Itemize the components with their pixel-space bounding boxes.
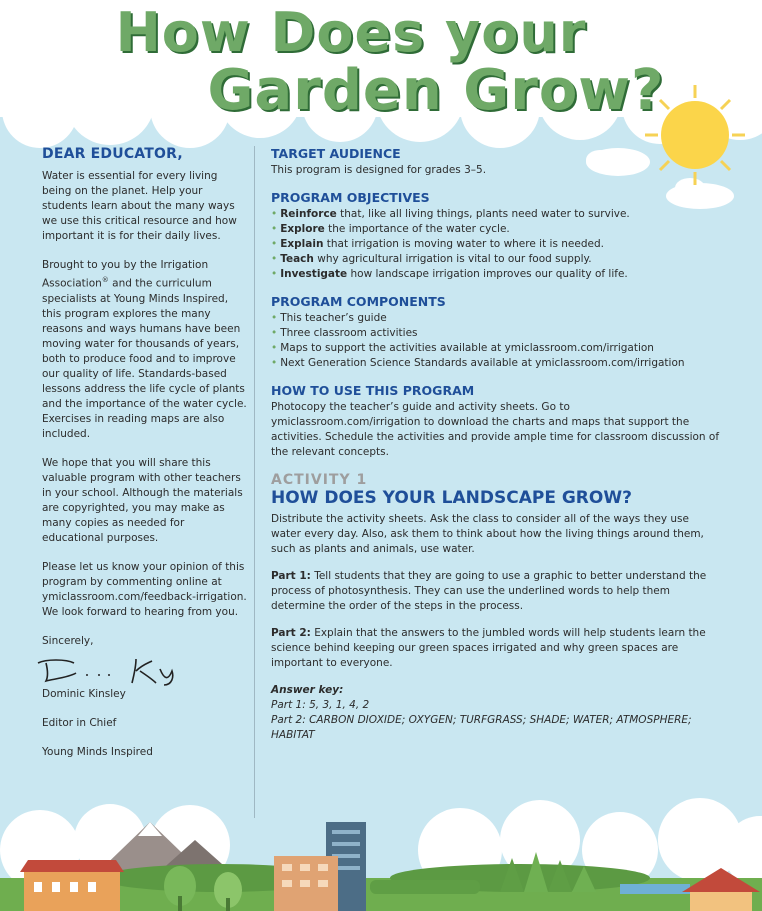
objectives-heading: PROGRAM OBJECTIVES — [271, 190, 430, 205]
objective-keyword: Investigate — [280, 268, 348, 280]
letter-paragraph-1: Water is essential for every living being on the planet. Help your students learn about the many ways we use this critical resource and how important it is for their daily lives. — [42, 170, 237, 242]
title-line-2: Garden Grow? — [207, 58, 665, 123]
registered-mark: ® — [101, 276, 109, 284]
page-title — [0, 1, 762, 123]
list-item — [271, 237, 721, 252]
letter-paragraph-4: Please let us know your opinion of this program by commenting online at ymiclassroom.com/feedback-irrigation. We look forward to hearing from you. — [42, 560, 247, 618]
how-to-heading: HOW TO USE THIS PROGRAM — [271, 383, 475, 398]
list-item — [271, 207, 721, 222]
objective-keyword: Reinforce — [280, 208, 337, 220]
letter-paragraph-2 — [42, 258, 247, 442]
house-left — [20, 860, 124, 911]
part-1-label: Part 1: — [271, 570, 311, 582]
signer-name: Dominic Kinsley — [42, 687, 126, 700]
signer-organization: Young Minds Inspired — [42, 745, 153, 758]
answer-key-heading: Answer key: — [271, 684, 344, 696]
objective-text: why agricultural irrigation is vital to our food supply. — [313, 253, 592, 265]
program-details — [271, 146, 721, 743]
list-item: • This teacher’s guide — [271, 311, 721, 326]
list-item — [271, 222, 721, 237]
letter-paragraph-3: We hope that you will share this valuable program with other teachers in your school. Although the materials are copyrighted, you may make as many copies as needed for educational purposes. — [42, 456, 243, 544]
list-item — [271, 267, 721, 282]
part-2-text: Explain that the answers to the jumbled words will help students learn the science behind keeping our green spaces irrigated and why green spaces are important to everyone. — [271, 627, 706, 669]
educator-letter — [42, 146, 247, 774]
list-item: • Three classroom activities — [271, 326, 721, 341]
part-2-label: Part 2: — [271, 627, 311, 639]
activity-title: HOW DOES YOUR LANDSCAPE GROW? — [271, 488, 632, 508]
activity-number: ACTIVITY 1 — [271, 472, 368, 488]
how-to-text: Photocopy the teacher’s guide and activity sheets. Go to ymiclassroom.com/irrigation to download the charts and maps that support the activities. Schedule the activities and provide ample time for classroom discussion of the relevant concepts. — [271, 401, 720, 458]
objective-text: how landscape irrigation improves our quality of life. — [347, 268, 628, 280]
column-divider — [254, 146, 255, 818]
letter-closing: Sincerely, — [42, 634, 94, 647]
letter-heading: DEAR EDUCATOR, — [42, 146, 183, 162]
list-item — [271, 252, 721, 267]
part-1-text: Tell students that they are going to use a graphic to better understand the process of photosynthesis. They can use the underlined words to help them determine the order of the steps in the process. — [271, 570, 707, 612]
objective-keyword: Explain — [280, 238, 324, 250]
how-to-section — [271, 383, 721, 460]
activity-part-2 — [271, 626, 721, 671]
list-item: • Next Generation Science Standards available at ymiclassroom.com/irrigation — [271, 356, 721, 371]
activity-part-1 — [271, 569, 721, 614]
objective-text: that irrigation is moving water to where it is needed. — [323, 238, 604, 250]
title-line-1: How Does your — [115, 1, 587, 64]
target-audience-text: This program is designed for grades 3–5. — [271, 164, 487, 176]
activity-section — [271, 472, 721, 743]
components-list — [271, 311, 721, 371]
signature-image — [36, 653, 186, 687]
letter-paragraph-2-start: Brought to you by the Irrigation Association — [42, 259, 209, 290]
list-item: • Maps to support the activities available at ymiclassroom.com/irrigation — [271, 341, 721, 356]
objectives-list — [271, 207, 721, 282]
target-audience-heading: TARGET AUDIENCE — [271, 146, 401, 161]
objective-keyword: Explore — [280, 223, 325, 235]
objectives-section — [271, 190, 721, 282]
city-buildings — [274, 822, 366, 911]
letter-paragraph-2-end: and the curriculum specialists at Young Minds Inspired, this program explores the many reasons and ways humans have been moving water for thousands of years, both to produce food and to improve our quality of life. Standards-based lessons address the life cycle of plants and the importance of the water cycle. Exercises in reading maps are also included. — [42, 277, 247, 440]
components-heading: PROGRAM COMPONENTS — [271, 294, 446, 309]
signer-role: Editor in Chief — [42, 716, 117, 729]
answer-key-part-2: Part 2: CARBON DIOXIDE; OXYGEN; TURFGRASS; SHADE; WATER; ATMOSPHERE; HABITAT — [271, 714, 692, 741]
objective-text: the importance of the water cycle. — [324, 223, 510, 235]
answer-key-part-1: Part 1: 5, 3, 1, 4, 2 — [271, 699, 370, 711]
target-audience-section — [271, 146, 721, 178]
components-section — [271, 294, 721, 371]
objective-text: that, like all living things, plants need water to survive. — [336, 208, 630, 220]
objective-keyword: Teach — [280, 253, 314, 265]
activity-intro: Distribute the activity sheets. Ask the class to consider all of the ways they use water every day. Also, ask them to think about how the living things around them, such as plants and animals, use water. — [271, 513, 704, 555]
